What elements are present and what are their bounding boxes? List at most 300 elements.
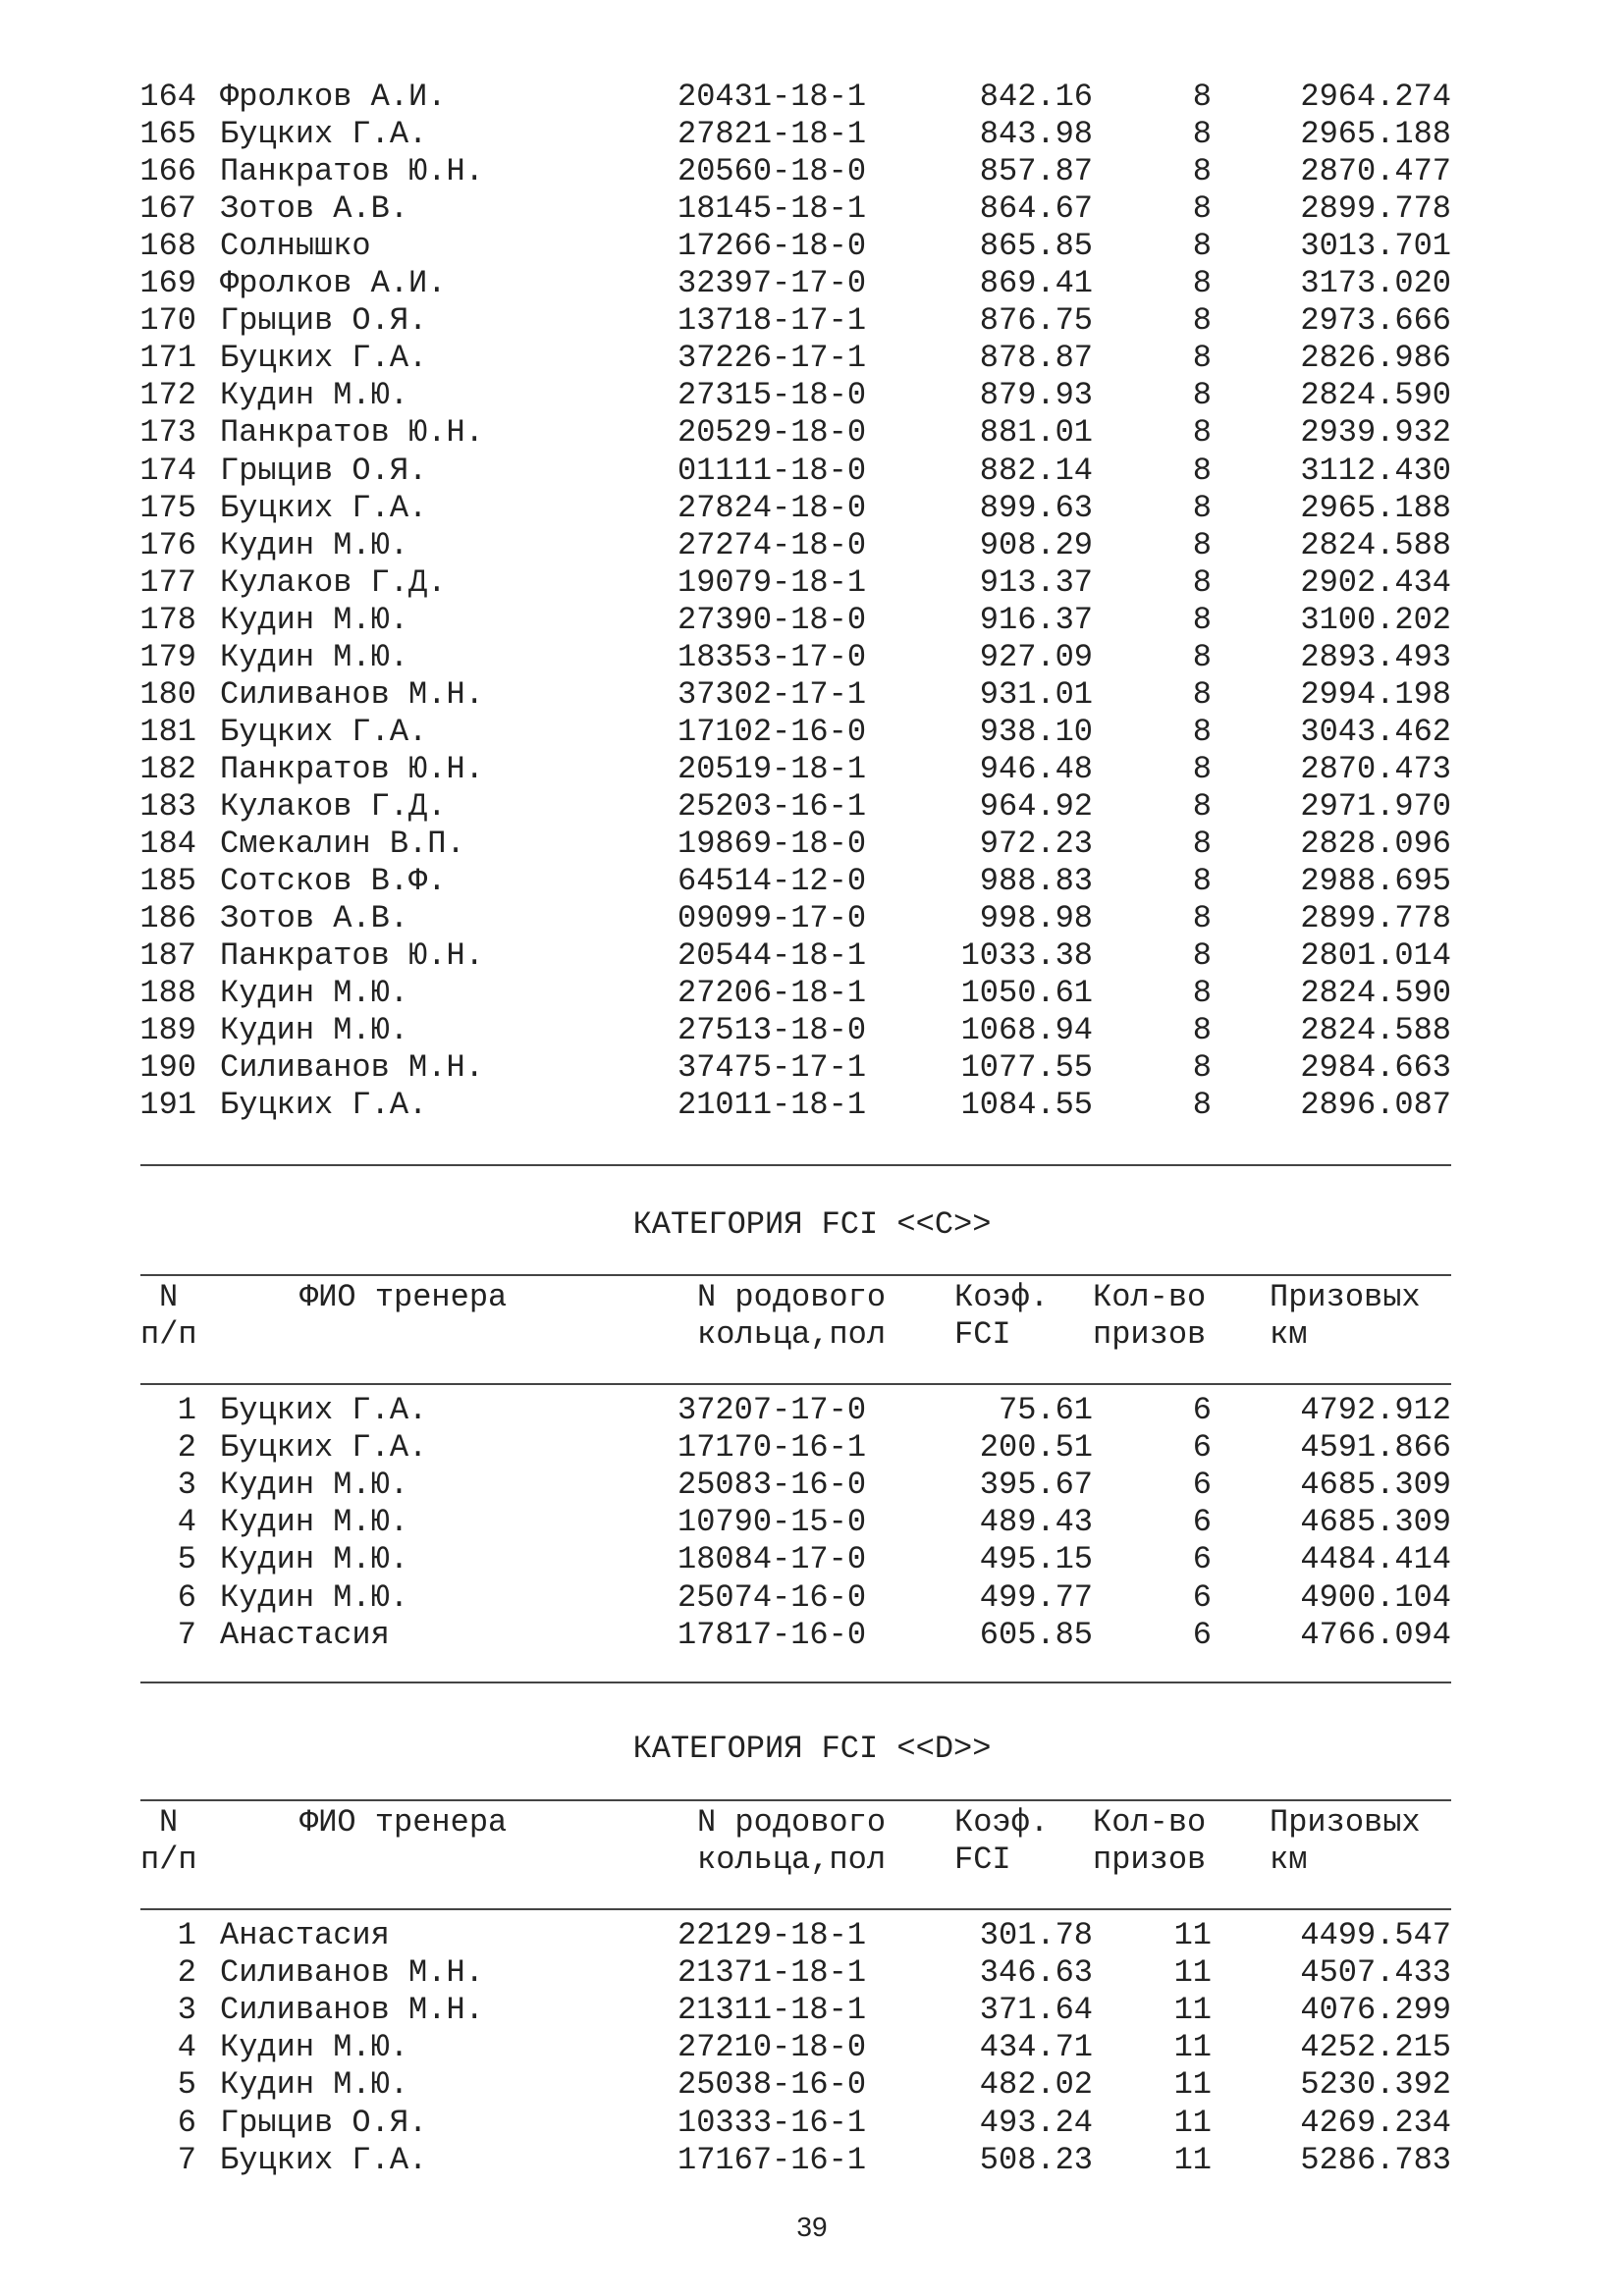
table-header-top-rule [140, 1799, 1451, 1801]
prize-km: 3112.430 [1300, 452, 1451, 489]
fci-coefficient: 842.16 [979, 79, 1093, 115]
fci-coefficient: 946.48 [979, 750, 1093, 787]
row-number: 5 [177, 1541, 196, 1578]
fci-coefficient: 927.09 [979, 638, 1093, 675]
prize-km: 2965.188 [1300, 116, 1451, 153]
row-number: 2 [177, 1429, 196, 1467]
table-row [0, 714, 1624, 751]
trainer-name: Силиванов М.Н. [220, 1992, 484, 2029]
table-row [0, 602, 1624, 639]
prize-km: 2965.188 [1300, 489, 1451, 526]
trainer-name: Буцких Г.А. [220, 1392, 428, 1428]
row-number: 189 [139, 1012, 196, 1049]
row-number: 173 [139, 414, 196, 452]
ring-number: 37302-17-1 [677, 675, 867, 713]
fci-coefficient: 301.78 [979, 1917, 1093, 1953]
ring-number: 09099-17-0 [677, 900, 867, 937]
fci-coefficient: 495.15 [979, 1541, 1093, 1578]
prize-count: 11 [1173, 1954, 1212, 1992]
prize-count: 8 [1192, 900, 1212, 937]
row-number: 170 [139, 302, 196, 340]
ring-number: 27513-18-0 [677, 1012, 867, 1049]
prize-count: 6 [1192, 1467, 1212, 1504]
ring-number: 25074-16-0 [677, 1578, 867, 1616]
prize-km: 4685.309 [1300, 1467, 1451, 1504]
prize-count: 11 [1173, 2029, 1212, 2066]
table-row [0, 1617, 1624, 1654]
prize-count: 8 [1192, 153, 1212, 190]
row-number: 187 [139, 937, 196, 975]
trainer-name: Буцких Г.А. [220, 489, 428, 526]
row-number: 5 [177, 2066, 196, 2104]
trainer-name: Буцких Г.А. [220, 1087, 428, 1124]
fci-coefficient: 346.63 [979, 1954, 1093, 1992]
row-number: 181 [139, 713, 196, 750]
trainer-name: Буцких Г.А. [220, 1429, 428, 1467]
ring-number: 25203-16-1 [677, 787, 867, 825]
table-row [0, 1504, 1624, 1541]
trainer-name: Грыцив О.Я. [220, 2104, 428, 2141]
prize-count: 8 [1192, 190, 1212, 228]
row-number: 3 [177, 1467, 196, 1504]
prize-count: 8 [1192, 713, 1212, 750]
prize-count: 8 [1192, 937, 1212, 975]
prize-count: 8 [1192, 377, 1212, 414]
fci-coefficient: 876.75 [979, 302, 1093, 340]
fci-coefficient: 879.93 [979, 377, 1093, 414]
trainer-name: Кудин М.Ю. [220, 526, 409, 563]
prize-count: 6 [1192, 1392, 1212, 1428]
header-count: Кол-во [1093, 1279, 1207, 1315]
ring-number: 22129-18-1 [677, 1917, 867, 1953]
prize-count: 8 [1192, 1012, 1212, 1049]
trainer-name: Силиванов М.Н. [220, 1954, 484, 1992]
table-row [0, 414, 1624, 452]
row-number: 6 [177, 1578, 196, 1616]
table-row [0, 116, 1624, 153]
trainer-name: Кудин М.Ю. [220, 975, 409, 1012]
trainer-name: Панкратов Ю.Н. [220, 750, 484, 787]
trainer-name: Кудин М.Ю. [220, 377, 409, 414]
ring-number: 17817-16-0 [677, 1616, 867, 1653]
ring-number: 01111-18-0 [677, 452, 867, 489]
prize-km: 2824.588 [1300, 526, 1451, 563]
table-header-top-rule [140, 1274, 1451, 1276]
row-number: 188 [139, 975, 196, 1012]
ring-number: 21371-18-1 [677, 1954, 867, 1992]
prize-km: 5286.783 [1300, 2141, 1451, 2178]
row-number: 184 [139, 826, 196, 862]
table-row [0, 190, 1624, 228]
trainer-name: Буцких Г.А. [220, 2141, 428, 2178]
prize-count: 8 [1192, 1049, 1212, 1087]
table-row [0, 1087, 1624, 1124]
header-n: N [159, 1279, 179, 1315]
prize-km: 2893.493 [1300, 638, 1451, 675]
prize-km: 3013.701 [1300, 228, 1451, 265]
fci-coefficient: 493.24 [979, 2104, 1093, 2141]
prize-km: 2870.473 [1300, 750, 1451, 787]
header-count-sub: призов [1093, 1842, 1207, 1878]
ring-number: 19869-18-0 [677, 826, 867, 862]
fci-coefficient: 371.64 [979, 1992, 1093, 2029]
row-number: 6 [177, 2104, 196, 2141]
prize-km: 4076.299 [1300, 1992, 1451, 2029]
prize-km: 2964.274 [1300, 79, 1451, 115]
prize-count: 6 [1192, 1541, 1212, 1578]
header-n-sub: п/п [140, 1842, 197, 1878]
fci-coefficient: 913.37 [979, 563, 1093, 601]
fci-coefficient: 998.98 [979, 900, 1093, 937]
trainer-name: Кудин М.Ю. [220, 1578, 409, 1616]
trainer-name: Буцких Г.А. [220, 340, 428, 377]
ring-number: 27210-18-0 [677, 2029, 867, 2066]
trainer-name: Силиванов М.Н. [220, 675, 484, 713]
trainer-name: Солнышко [220, 228, 371, 265]
header-count: Кол-во [1093, 1804, 1207, 1841]
prize-km: 2870.477 [1300, 153, 1451, 190]
fci-coefficient: 499.77 [979, 1578, 1093, 1616]
header-trainer-name: ФИО тренера [299, 1804, 508, 1841]
row-number: 168 [139, 228, 196, 265]
row-number: 176 [139, 526, 196, 563]
trainer-name: Буцких Г.А. [220, 116, 428, 153]
header-n-sub: п/п [140, 1316, 197, 1353]
table-row [0, 340, 1624, 377]
table-row [0, 79, 1624, 116]
header-km-sub: км [1270, 1842, 1308, 1878]
ring-number: 20431-18-1 [677, 79, 867, 115]
table-header-bottom-rule [140, 1908, 1451, 1910]
prize-count: 6 [1192, 1504, 1212, 1541]
trainer-name: Зотов А.В. [220, 190, 409, 228]
fci-coefficient: 200.51 [979, 1429, 1093, 1467]
header-km: Призовых [1270, 1804, 1421, 1841]
row-number: 167 [139, 190, 196, 228]
table-row [0, 1579, 1624, 1617]
trainer-name: Кудин М.Ю. [220, 1467, 409, 1504]
trainer-name: Смекалин В.П. [220, 826, 465, 862]
fci-coefficient: 843.98 [979, 116, 1093, 153]
ring-number: 19079-18-1 [677, 563, 867, 601]
fci-coefficient: 434.71 [979, 2029, 1093, 2066]
prize-km: 3043.462 [1300, 713, 1451, 750]
trainer-name: Кудин М.Ю. [220, 1012, 409, 1049]
prize-count: 8 [1192, 638, 1212, 675]
table-row [0, 490, 1624, 527]
trainer-name: Кудин М.Ю. [220, 1504, 409, 1541]
trainer-name: Кулаков Г.Д. [220, 563, 447, 601]
prize-count: 8 [1192, 675, 1212, 713]
table-row [0, 453, 1624, 490]
header-trainer-name: ФИО тренера [299, 1279, 508, 1315]
prize-count: 8 [1192, 79, 1212, 115]
header-ring-sub: кольца,пол [697, 1316, 887, 1353]
table-row [0, 975, 1624, 1012]
fci-coefficient: 489.43 [979, 1504, 1093, 1541]
ring-number: 25038-16-0 [677, 2066, 867, 2104]
trainer-name: Грыцив О.Я. [220, 302, 428, 340]
row-number: 185 [139, 863, 196, 900]
row-number: 190 [139, 1049, 196, 1087]
table-row [0, 2105, 1624, 2142]
prize-km: 3173.020 [1300, 265, 1451, 302]
ring-number: 64514-12-0 [677, 863, 867, 900]
trainer-name: Кудин М.Ю. [220, 1541, 409, 1578]
row-number: 186 [139, 900, 196, 937]
prize-count: 6 [1192, 1616, 1212, 1653]
fci-coefficient: 881.01 [979, 414, 1093, 452]
fci-coefficient: 1068.94 [960, 1012, 1093, 1049]
table-row [0, 676, 1624, 714]
prize-count: 8 [1192, 340, 1212, 377]
ring-number: 37207-17-0 [677, 1392, 867, 1428]
table-row [0, 527, 1624, 564]
table-row [0, 1917, 1624, 1954]
ring-number: 25083-16-0 [677, 1467, 867, 1504]
table-row [0, 2142, 1624, 2179]
prize-km: 2988.695 [1300, 863, 1451, 900]
table-row [0, 900, 1624, 937]
table-row [0, 564, 1624, 602]
fci-coefficient: 869.41 [979, 265, 1093, 302]
ring-number: 20529-18-0 [677, 414, 867, 452]
row-number: 4 [177, 2029, 196, 2066]
row-number: 1 [177, 1917, 196, 1953]
header-ring: N родового [697, 1804, 887, 1841]
prize-count: 11 [1173, 1992, 1212, 2029]
header-n: N [159, 1804, 179, 1841]
ring-number: 20544-18-1 [677, 937, 867, 975]
fci-coefficient: 1077.55 [960, 1049, 1093, 1087]
trainer-name: Силиванов М.Н. [220, 1049, 484, 1087]
trainer-name: Панкратов Ю.Н. [220, 153, 484, 190]
prize-km: 4685.309 [1300, 1504, 1451, 1541]
prize-count: 8 [1192, 414, 1212, 452]
table-row [0, 788, 1624, 826]
prize-km: 2971.970 [1300, 787, 1451, 825]
table-row [0, 1992, 1624, 2029]
row-number: 171 [139, 340, 196, 377]
trainer-name: Кудин М.Ю. [220, 601, 409, 638]
prize-count: 8 [1192, 750, 1212, 787]
header-coef: Коэф. [954, 1279, 1050, 1315]
fci-coefficient: 899.63 [979, 489, 1093, 526]
fci-coefficient: 482.02 [979, 2066, 1093, 2104]
trainer-name: Кудин М.Ю. [220, 638, 409, 675]
prize-count: 8 [1192, 228, 1212, 265]
fci-coefficient: 75.61 [998, 1392, 1093, 1428]
prize-count: 8 [1192, 601, 1212, 638]
prize-count: 11 [1173, 2141, 1212, 2178]
fci-coefficient: 882.14 [979, 452, 1093, 489]
fci-coefficient: 964.92 [979, 787, 1093, 825]
trainer-name: Грыцив О.Я. [220, 452, 428, 489]
table-row [0, 1467, 1624, 1504]
category-d-title: КАТЕГОРИЯ FCI <<D>> [632, 1731, 992, 1767]
prize-count: 8 [1192, 826, 1212, 862]
ring-number: 27824-18-0 [677, 489, 867, 526]
prize-count: 6 [1192, 1578, 1212, 1616]
prize-count: 11 [1173, 2066, 1212, 2104]
fci-coefficient: 1050.61 [960, 975, 1093, 1012]
table-row [0, 1541, 1624, 1578]
ring-number: 27821-18-1 [677, 116, 867, 153]
prize-km: 4252.215 [1300, 2029, 1451, 2066]
prize-count: 8 [1192, 1087, 1212, 1124]
ring-number: 20519-18-1 [677, 750, 867, 787]
trainer-name: Фролков А.И. [220, 265, 447, 302]
row-number: 182 [139, 750, 196, 787]
prize-count: 8 [1192, 975, 1212, 1012]
prize-km: 4269.234 [1300, 2104, 1451, 2141]
prize-km: 2826.986 [1300, 340, 1451, 377]
prize-km: 2899.778 [1300, 190, 1451, 228]
prize-km: 5230.392 [1300, 2066, 1451, 2104]
table-row [0, 937, 1624, 975]
header-ring-sub: кольца,пол [697, 1842, 887, 1878]
prize-count: 8 [1192, 563, 1212, 601]
trainer-name: Панкратов Ю.Н. [220, 937, 484, 975]
fci-coefficient: 865.85 [979, 228, 1093, 265]
row-number: 174 [139, 452, 196, 489]
prize-km: 2984.663 [1300, 1049, 1451, 1087]
prize-count: 6 [1192, 1429, 1212, 1467]
ring-number: 20560-18-0 [677, 153, 867, 190]
prize-km: 2902.434 [1300, 563, 1451, 601]
table-row [0, 826, 1624, 863]
row-number: 178 [139, 601, 196, 638]
prize-km: 2824.590 [1300, 377, 1451, 414]
row-number: 166 [139, 153, 196, 190]
ring-number: 32397-17-0 [677, 265, 867, 302]
fci-coefficient: 916.37 [979, 601, 1093, 638]
header-coef: Коэф. [954, 1804, 1050, 1841]
table-row [0, 2066, 1624, 2104]
row-number: 169 [139, 265, 196, 302]
prize-km: 2896.087 [1300, 1087, 1451, 1124]
ring-number: 18353-17-0 [677, 638, 867, 675]
trainer-name: Анастасия [220, 1917, 390, 1953]
prize-km: 2824.588 [1300, 1012, 1451, 1049]
prize-km: 4900.104 [1300, 1578, 1451, 1616]
row-number: 191 [139, 1087, 196, 1124]
category-c-title: КАТЕГОРИЯ FCI <<C>> [632, 1206, 992, 1243]
header-count-sub: призов [1093, 1316, 1207, 1353]
prize-km: 4766.094 [1300, 1616, 1451, 1653]
prize-count: 8 [1192, 863, 1212, 900]
ring-number: 10333-16-1 [677, 2104, 867, 2141]
prize-km: 2828.096 [1300, 826, 1451, 862]
ring-number: 27274-18-0 [677, 526, 867, 563]
fci-coefficient: 857.87 [979, 153, 1093, 190]
prize-count: 8 [1192, 787, 1212, 825]
ring-number: 27206-18-1 [677, 975, 867, 1012]
fci-coefficient: 864.67 [979, 190, 1093, 228]
header-coef-sub: FCI [954, 1842, 1011, 1878]
trainer-name: Сотсков В.Ф. [220, 863, 447, 900]
trainer-name: Кудин М.Ю. [220, 2029, 409, 2066]
prize-count: 8 [1192, 452, 1212, 489]
prize-km: 4591.866 [1300, 1429, 1451, 1467]
row-number: 2 [177, 1954, 196, 1992]
fci-coefficient: 508.23 [979, 2141, 1093, 2178]
table-row [0, 302, 1624, 340]
fci-coefficient: 605.85 [979, 1616, 1093, 1653]
table-row [0, 1392, 1624, 1429]
ring-number: 18145-18-1 [677, 190, 867, 228]
fci-coefficient: 1033.38 [960, 937, 1093, 975]
table-row [0, 2029, 1624, 2066]
ring-number: 17266-18-0 [677, 228, 867, 265]
row-number: 165 [139, 116, 196, 153]
row-number: 172 [139, 377, 196, 414]
prize-count: 8 [1192, 489, 1212, 526]
prize-km: 4499.547 [1300, 1917, 1451, 1953]
ring-number: 17102-16-0 [677, 713, 867, 750]
prize-count: 8 [1192, 116, 1212, 153]
trainer-name: Кулаков Г.Д. [220, 787, 447, 825]
ring-number: 17167-16-1 [677, 2141, 867, 2178]
row-number: 177 [139, 563, 196, 601]
table-header-bottom-rule [140, 1383, 1451, 1385]
prize-km: 2994.198 [1300, 675, 1451, 713]
row-number: 7 [177, 2141, 196, 2178]
table-row [0, 1429, 1624, 1467]
row-number: 164 [139, 79, 196, 115]
prize-km: 2939.932 [1300, 414, 1451, 452]
header-ring: N родового [697, 1279, 887, 1315]
row-number: 4 [177, 1504, 196, 1541]
fci-coefficient: 972.23 [979, 826, 1093, 862]
fci-coefficient: 938.10 [979, 713, 1093, 750]
table-row [0, 751, 1624, 788]
prize-km: 3100.202 [1300, 601, 1451, 638]
ring-number: 13718-17-1 [677, 302, 867, 340]
row-number: 3 [177, 1992, 196, 2029]
prize-count: 8 [1192, 265, 1212, 302]
page-number: 39 [796, 2212, 828, 2242]
row-number: 180 [139, 675, 196, 713]
table-row [0, 265, 1624, 302]
table-row [0, 377, 1624, 414]
table-row [0, 228, 1624, 265]
ring-number: 18084-17-0 [677, 1541, 867, 1578]
ring-number: 17170-16-1 [677, 1429, 867, 1467]
ring-number: 21311-18-1 [677, 1992, 867, 2029]
trainer-name: Зотов А.В. [220, 900, 409, 937]
trainer-name: Фролков А.И. [220, 79, 447, 115]
section-divider [140, 1164, 1451, 1166]
row-number: 7 [177, 1616, 196, 1653]
prize-km: 4792.912 [1300, 1392, 1451, 1428]
trainer-name: Панкратов Ю.Н. [220, 414, 484, 452]
table-row [0, 1954, 1624, 1992]
prize-km: 4507.433 [1300, 1954, 1451, 1992]
header-km: Призовых [1270, 1279, 1421, 1315]
header-km-sub: км [1270, 1316, 1308, 1353]
prize-km: 2899.778 [1300, 900, 1451, 937]
trainer-name: Анастасия [220, 1616, 390, 1653]
fci-coefficient: 395.67 [979, 1467, 1093, 1504]
ring-number: 27315-18-0 [677, 377, 867, 414]
ring-number: 37475-17-1 [677, 1049, 867, 1087]
prize-count: 8 [1192, 526, 1212, 563]
table-row [0, 639, 1624, 676]
prize-km: 2973.666 [1300, 302, 1451, 340]
ring-number: 27390-18-0 [677, 601, 867, 638]
ring-number: 10790-15-0 [677, 1504, 867, 1541]
